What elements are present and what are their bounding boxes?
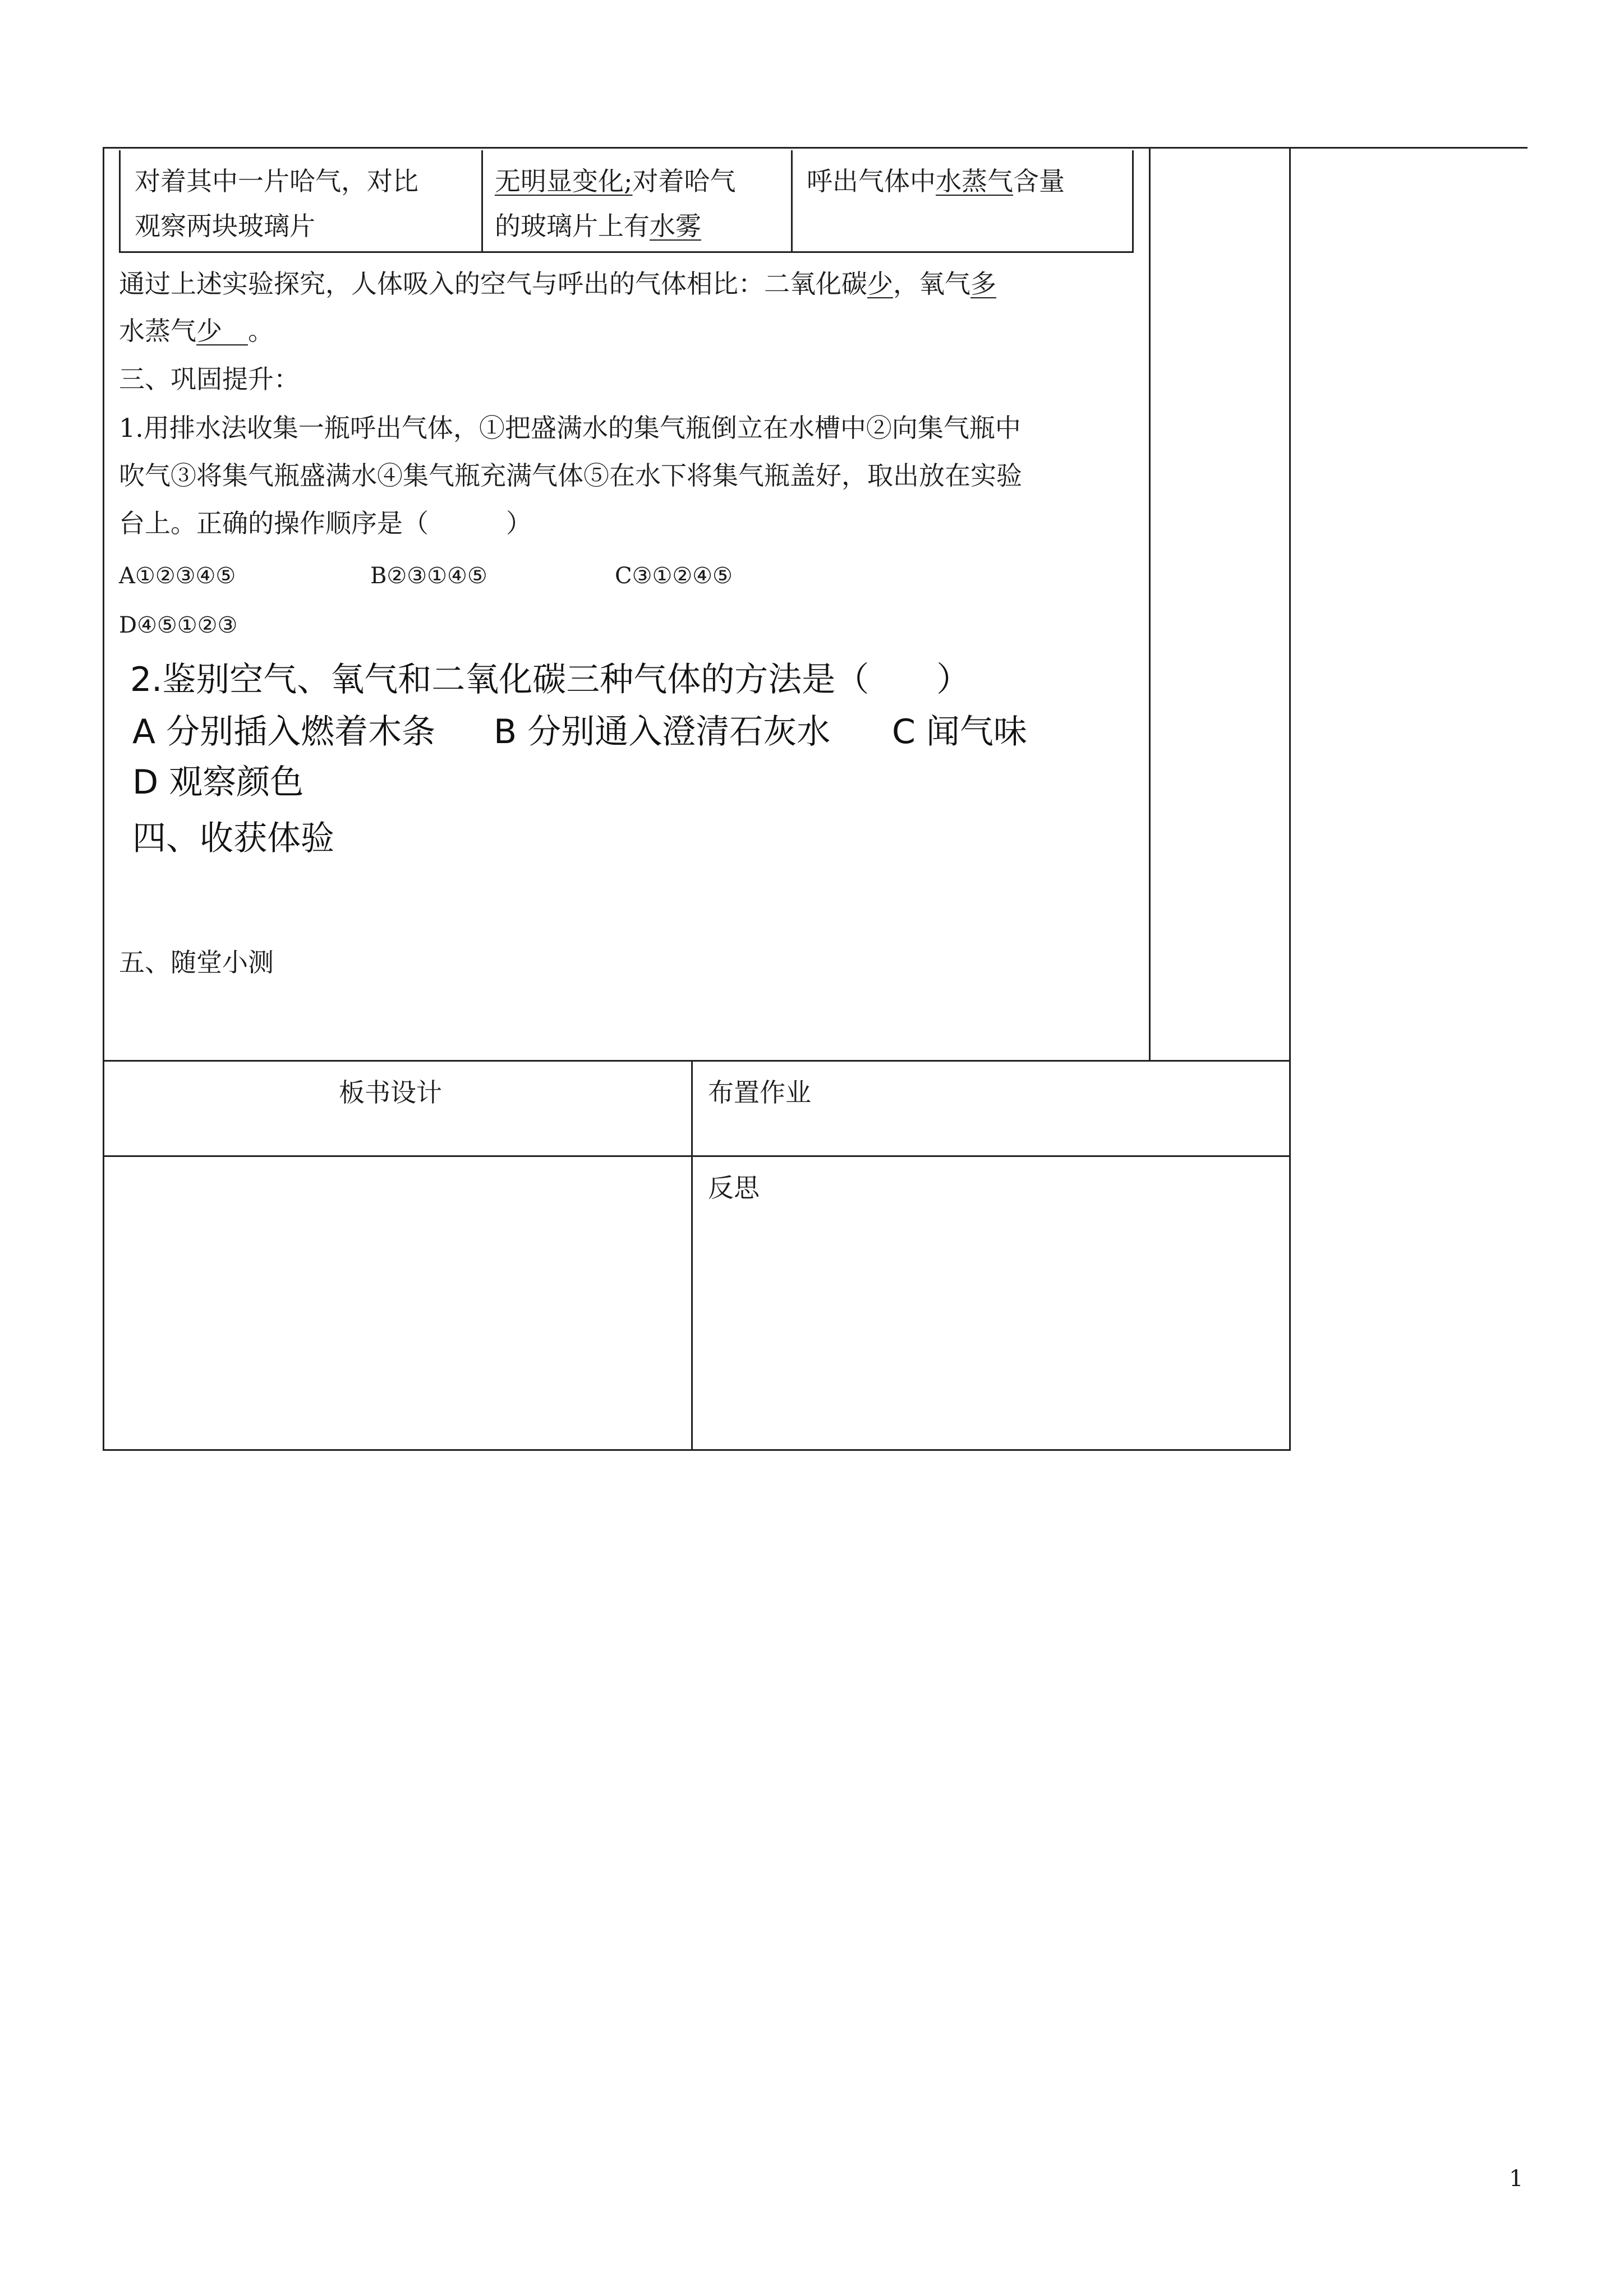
question2-option-b: B 分别通入澄清石灰水 (494, 712, 831, 751)
question2-line1: 2.鉴别空气、氧气和二氧化碳三种气体的方法是（ ） (130, 660, 970, 699)
bottom-table-middle-border (103, 1155, 1291, 1157)
summary-text-2: ，氧气 (893, 269, 970, 299)
section3-heading: 三、巩固提升： (119, 364, 300, 394)
conclusion-text-post: 含量 (1013, 166, 1065, 196)
inner-table-left-border (119, 150, 121, 252)
inner-cell-conclusion (807, 165, 1065, 198)
question2-option-c: C 闻气味 (892, 712, 1027, 751)
summary-line2 (119, 315, 274, 348)
inner-cell-observation-line2 (495, 210, 701, 243)
inner-table-divider-1 (481, 150, 483, 252)
reflection-label: 反思 (708, 1173, 760, 1203)
observation-answer-2: 水雾 (650, 211, 701, 241)
summary-line1 (119, 268, 996, 301)
question1-option-c: C③①②④⑤ (615, 563, 733, 589)
bottom-table-divider (691, 1060, 693, 1450)
summary-text-1: 通过上述实验探究，人体吸入的空气与呼出的气体相比：二氧化碳 (119, 269, 867, 299)
conclusion-answer: 水蒸气 (936, 166, 1013, 196)
summary-answer-o2: 多 (970, 269, 996, 299)
question2-option-a: A 分别插入燃着木条 (132, 712, 436, 751)
question2-option-d: D 观察颜色 (132, 763, 304, 802)
inner-table-right-border (1132, 150, 1134, 252)
question1-line3: 台上。正确的操作顺序是（ ） (119, 508, 532, 538)
conclusion-text-pre: 呼出气体中 (807, 166, 936, 196)
section4-heading: 四、收获体验 (132, 819, 334, 858)
header-rule (103, 147, 1528, 149)
observation-answer-1: 无明显变化; (495, 166, 633, 196)
outer-table-right-border (1289, 147, 1291, 1449)
question1-line1: 1.用排水法收集一瓶呼出气体，①把盛满水的集气瓶倒立在水槽中②向集气瓶中 (119, 413, 1021, 443)
section5-heading: 五、随堂小测 (119, 947, 274, 978)
board-design-label: 板书设计 (339, 1077, 442, 1108)
bottom-table-top-border (103, 1060, 1291, 1062)
inner-table-divider-2 (791, 150, 793, 252)
inner-cell-action-line1: 对着其中一片哈气，对比 (135, 166, 418, 196)
summary-text-3: 水蒸气 (119, 316, 196, 346)
bottom-table-bottom-border (103, 1449, 1291, 1451)
question1-line2: 吹气③将集气瓶盛满水④集气瓶充满气体⑤在水下将集气瓶盖好，取出放在实验 (119, 460, 1022, 491)
inner-cell-action-line2: 观察两块玻璃片 (135, 211, 315, 241)
page-number: 1 (1509, 2166, 1524, 2192)
question1-option-a: A①②③④⑤ (119, 563, 236, 589)
outer-table-left-border (103, 147, 104, 1449)
outer-table-inner-divider (1149, 147, 1151, 1061)
observation-text-1: 对着哈气 (632, 166, 736, 196)
inner-cell-observation-line1 (495, 165, 736, 198)
observation-text-2: 的玻璃片上有 (495, 211, 650, 241)
question1-option-b: B②③①④⑤ (370, 563, 487, 589)
summary-answer-vapor: 少 (196, 316, 222, 346)
summary-answer-co2: 少 (867, 269, 893, 299)
inner-table-bottom-border (119, 251, 1134, 253)
homework-label: 布置作业 (708, 1077, 811, 1108)
summary-text-4: 。 (248, 316, 274, 346)
question1-option-d: D④⑤①②③ (119, 612, 238, 638)
